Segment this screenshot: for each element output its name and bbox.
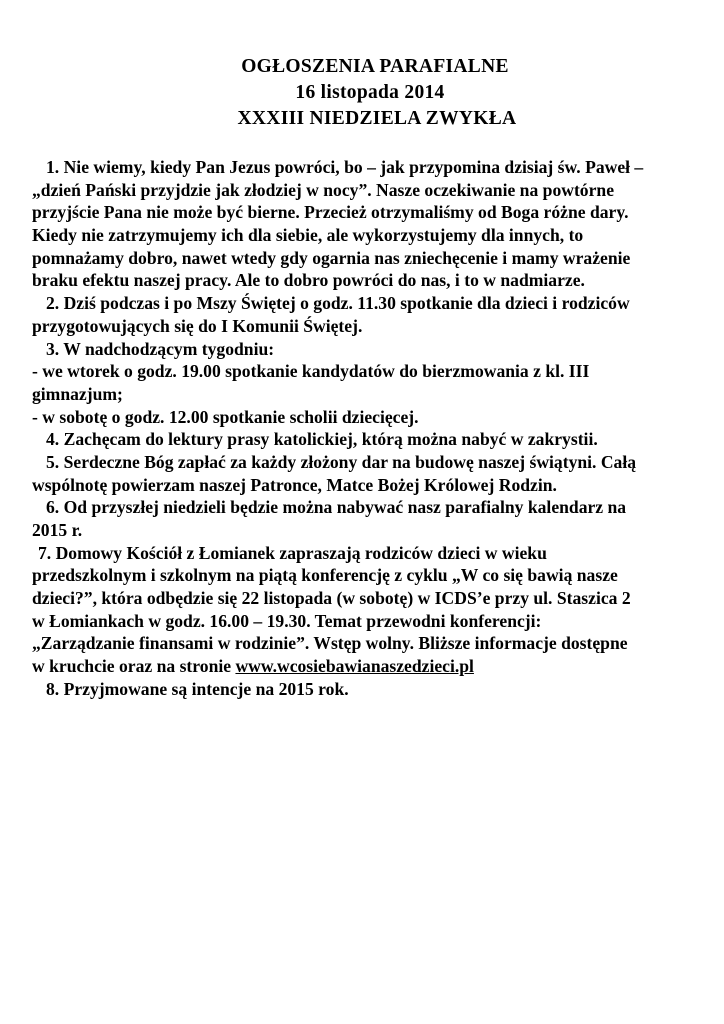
- announcement-7-line: „Zarządzanie finansami w rodzinie”. Wstęp wolny. Bliższe informacje dostępne: [32, 633, 628, 654]
- announcement-2-line: 2. Dziś podczas i po Mszy Świętej o godz. 11.30 spotkanie dla dzieci i rodziców: [46, 293, 630, 314]
- announcement-5-line: 5. Serdeczne Bóg zapłać za każdy złożony dar na budowę naszej świątyni. Całą: [46, 451, 637, 472]
- announcement-7-line: w Łomiankach w godz. 16.00 – 19.30. Temat przewodni konferencji:: [32, 610, 542, 631]
- announcement-3-line: - w sobotę o godz. 12.00 spotkanie scholii dziecięcej.: [32, 406, 419, 427]
- announcement-3-line: - we wtorek o godz. 19.00 spotkanie kandydatów do bierzmowania z kl. III: [32, 361, 590, 382]
- announcement-4-line: 4. Zachęcam do lektury prasy katolickiej, którą można nabyć w zakrystii.: [46, 429, 598, 450]
- header: [0, 54, 724, 132]
- announcement-1-line: pomnażamy dobro, nawet wtedy gdy ogarnia nas zniechęcenie i mamy wrażenie: [32, 247, 631, 268]
- announcement-1-line: braku efektu naszej pracy. Ale to dobro powróci do nas, i to w nadmiarze.: [32, 270, 585, 291]
- announcement-8-line: 8. Przyjmowane są intencje na 2015 rok.: [46, 678, 349, 699]
- announcement-3-line: gimnazjum;: [32, 383, 123, 404]
- announcements-body: [32, 156, 692, 701]
- announcement-1-line: Kiedy nie zatrzymujemy ich dla siebie, ale wykorzystujemy dla innych, to: [32, 225, 584, 246]
- announcement-1-line: 1. Nie wiemy, kiedy Pan Jezus powróci, bo – jak przypomina dzisiaj św. Paweł –: [46, 157, 644, 177]
- announcement-7-line: dzieci?”, która odbędzie się 22 listopada (w sobotę) w ICDS’e przy ul. Staszica 2: [32, 588, 631, 609]
- date-line: 16 listopada 2014: [295, 82, 445, 103]
- announcement-2-line: przygotowujących się do I Komunii Świętej.: [32, 315, 363, 336]
- announcement-7-line: 7. Domowy Kościół z Łomianek zapraszają rodziców dzieci w wieku: [38, 542, 547, 563]
- page-title: OGŁOSZENIA PARAFIALNE: [241, 56, 509, 77]
- website-link[interactable]: www.wcosiebawianaszedzieci.pl: [235, 656, 474, 677]
- announcement-1-line: „dzień Pański przyjdzie jak złodziej w nocy”. Nasze oczekiwanie na powtórne: [32, 179, 615, 200]
- announcement-6-line: 2015 r.: [32, 520, 83, 540]
- announcement-7-line: [32, 655, 692, 678]
- announcement-1-line: przyjście Pana nie może być bierne. Przecież otrzymaliśmy od Boga różne dary.: [32, 202, 629, 223]
- announcement-7-text: w kruchcie oraz na stronie: [32, 656, 236, 677]
- announcement-7-line: przedszkolnym i szkolnym na piątą konferencję z cyklu „W co się bawią nasze: [32, 565, 618, 586]
- announcement-5-line: wspólnotę powierzam naszej Patronce, Matce Bożej Królowej Rodzin.: [32, 474, 557, 495]
- announcement-3-line: 3. W nadchodzącym tygodniu:: [46, 338, 275, 359]
- announcement-6-line: 6. Od przyszłej niedzieli będzie można nabywać nasz parafialny kalendarz na: [46, 497, 627, 518]
- sunday-line: XXXIII NIEDZIELA ZWYKŁA: [237, 108, 517, 129]
